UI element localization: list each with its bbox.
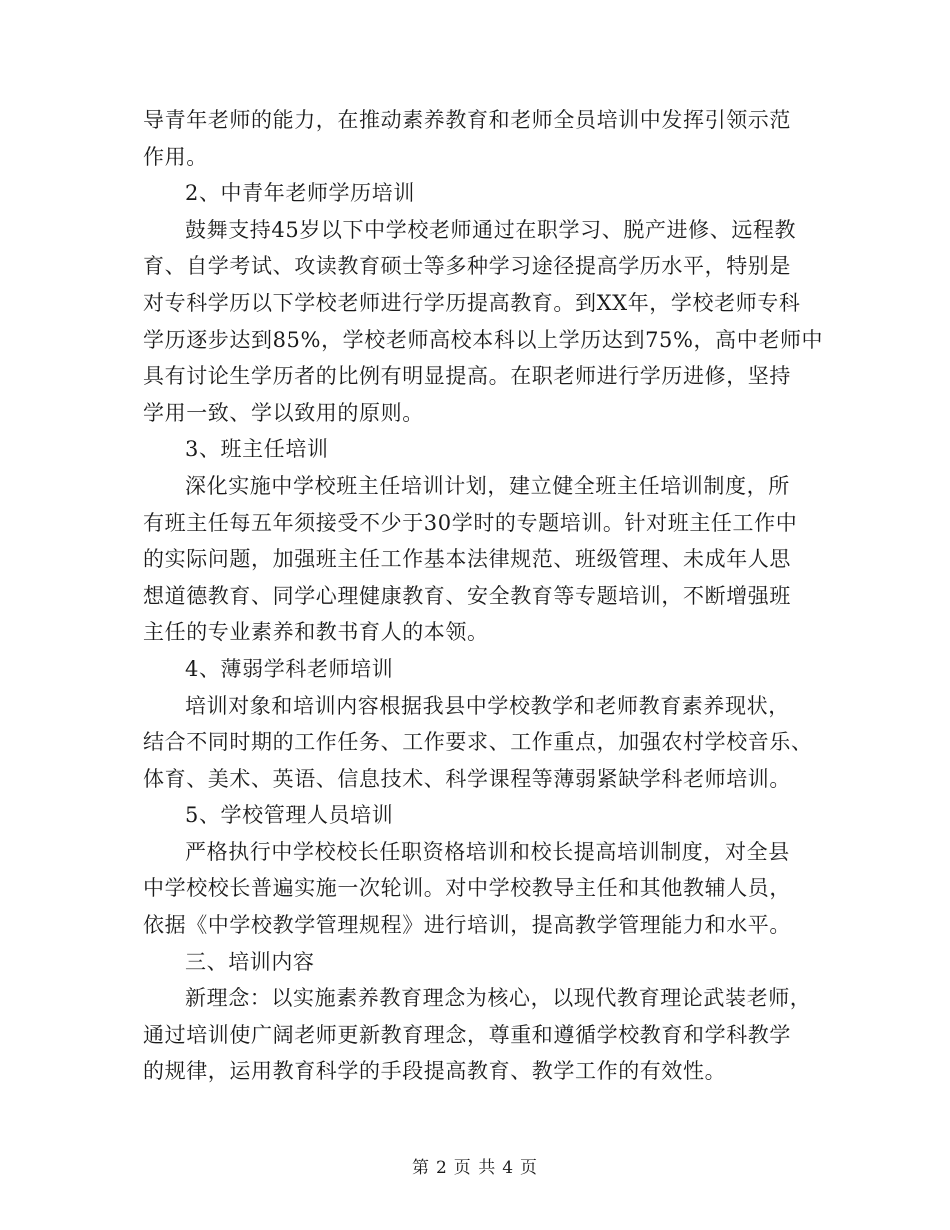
text-line: 想道德教育、同学心理健康教育、安全教育等专题培训，不断增强班: [143, 583, 791, 608]
document-body: [143, 102, 824, 1090]
section-heading: 4、薄弱学科老师培训: [185, 656, 394, 681]
text-line: 有班主任每五年须接受不少于30学时的专题培训。针对班主任工作中: [143, 510, 798, 535]
section-heading: 三、培训内容: [185, 949, 315, 974]
page-footer: [0, 1153, 950, 1178]
text-line: 育、自学考试、攻读教育硕士等多种学习途径提高学历水平，特别是: [143, 254, 791, 279]
footer-prefix: 第: [411, 1158, 430, 1178]
text-line: 具有讨论生学历者的比例有明显提高。在职老师进行学历进修，坚持: [143, 364, 791, 389]
text-line: 体育、美术、英语、信息技术、科学课程等薄弱紧缺学科老师培训。: [143, 766, 791, 791]
text-line: 严格执行中学校校长任职资格培训和校长提高培训制度，对全县: [185, 839, 790, 864]
text-line: 的实际问题，加强班主任工作基本法律规范、班级管理、未成年人思: [143, 547, 791, 572]
text-line: 作用。: [143, 144, 208, 169]
text-line: 导青年老师的能力，在推动素养教育和老师全员培训中发挥引领示范: [143, 108, 791, 132]
text-line: 中学校校长普遍实施一次轮训。对中学校教导主任和其他教辅人员，: [143, 876, 791, 901]
text-line: 主任的专业素养和教书育人的本领。: [143, 620, 489, 645]
text-line: 学历逐步达到85%，学校老师高校本科以上学历达到75%，高中老师中: [143, 327, 824, 352]
text-line: 培训对象和培训内容根据我县中学校教学和老师教育素养现状，: [185, 693, 790, 718]
text-line: 新理念：以实施素养教育理念为核心，以现代教育理论武装老师，: [185, 986, 812, 1011]
text-line: 的规律，运用教育科学的手段提高教育、教学工作的有效性。: [143, 1059, 727, 1084]
section-heading: 2、中青年老师学历培训: [185, 181, 415, 206]
section-heading: 5、学校管理人员培训: [185, 803, 394, 828]
text-line: 鼓舞支持45岁以下中学校老师通过在职学习、脱产进修、远程教: [185, 217, 797, 242]
text-line: 通过培训使广阔老师更新教育理念，尊重和遵循学校教育和学科教学: [143, 1022, 791, 1047]
footer-suffix: 页: [520, 1158, 539, 1178]
text-line: 学用一致、学以致用的原则。: [143, 400, 424, 425]
section-heading: 3、班主任培训: [185, 437, 329, 462]
text-line: 深化实施中学校班主任培训计划，建立健全班主任培训制度，所: [185, 473, 790, 498]
footer-middle: 页 共: [453, 1158, 497, 1178]
current-page-number: 2: [435, 1158, 448, 1178]
text-line: 结合不同时期的工作任务、工作要求、工作重点，加强农村学校音乐、: [143, 730, 813, 755]
text-line: 依据《中学校教学管理规程》进行培训，提高教学管理能力和水平。: [143, 913, 791, 938]
total-page-count: 4: [502, 1158, 515, 1178]
text-line: 对专科学历以下学校老师进行学历提高教育。到XX年，学校老师专科: [143, 290, 801, 315]
